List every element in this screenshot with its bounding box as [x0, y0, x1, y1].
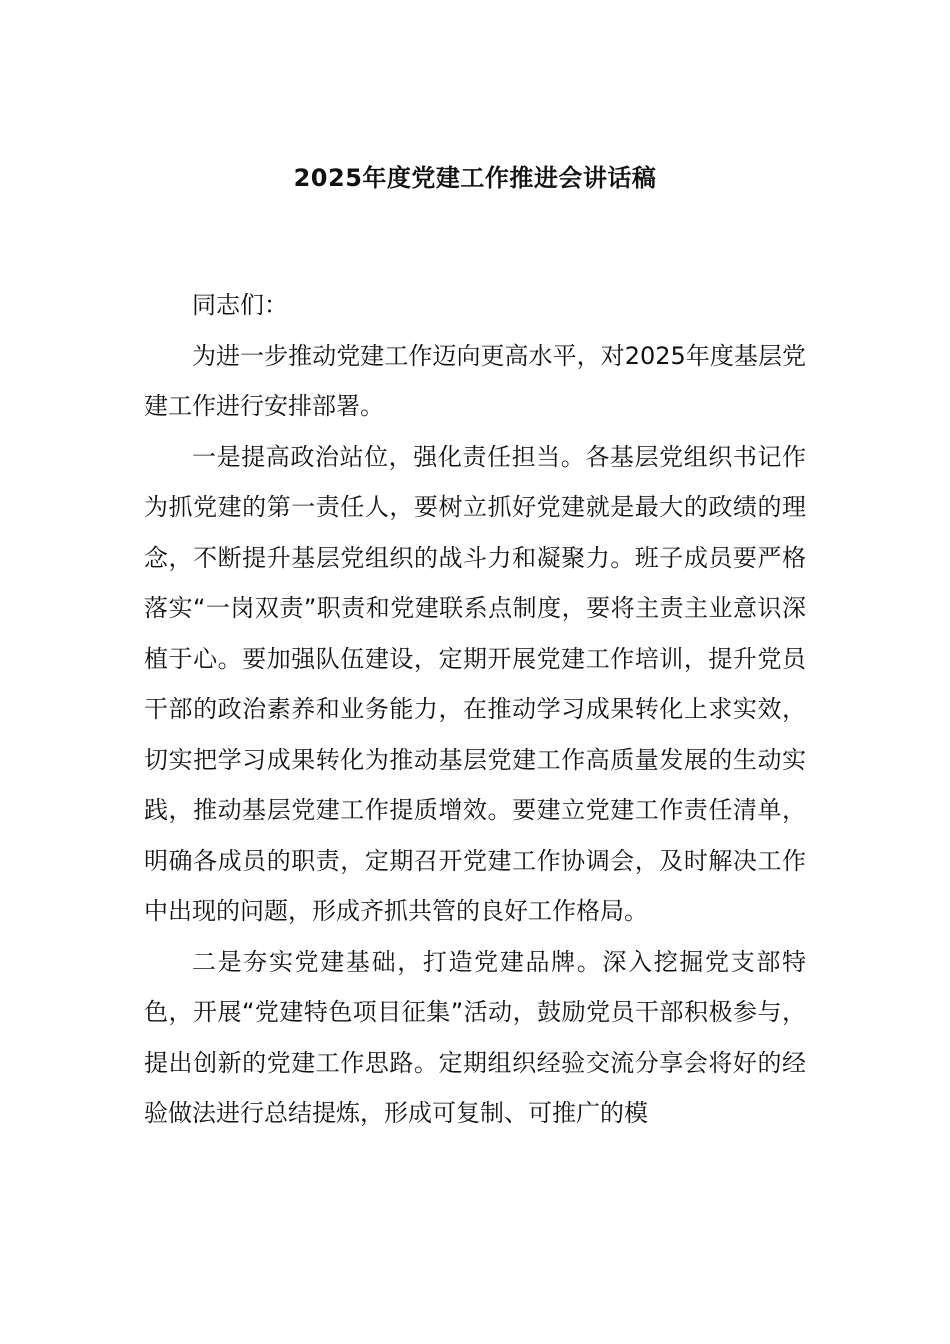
document-body: [144, 280, 806, 1139]
document-title: 2025年度党建工作推进会讲话稿: [293, 164, 657, 192]
salutation-paragraph: 同志们：: [192, 291, 288, 319]
point-one-paragraph: 一是提高政治站位，强化责任担当。各基层党组织书记作为抓党建的第一责任人，要树立抓好党建就是最大的政绩的理念，不断提升基层党组织的战斗力和凝聚力。班子成员要严格落实“一岗双责”职责和党建联系点制度，要将主责主业意识深植于心。要加强队伍建设，定期开展党建工作培训，提升党员干部的政治素养和业务能力，在推动学习成果转化上求实效，切实把学习成果转化为推动基层党建工作高质量发展的生动实践，推动基层党建工作提质增效。要建立党建工作责任清单，明确各成员的职责，定期召开党建工作协调会，及时解决工作中出现的问题，形成齐抓共管的良好工作格局。: [144, 442, 806, 925]
point-two-paragraph: 二是夯实党建基础，打造党建品牌。深入挖掘党支部特色，开展“党建特色项目征集”活动，鼓励党员干部积极参与，提出创新的党建工作思路。定期组织经验交流分享会将好的经验做法进行总结提炼，形成可复制、可推广的模: [144, 947, 806, 1127]
intro-paragraph: 为进一步推动党建工作迈向更高水平，对2025年度基层党建工作进行安排部署。: [144, 341, 806, 420]
